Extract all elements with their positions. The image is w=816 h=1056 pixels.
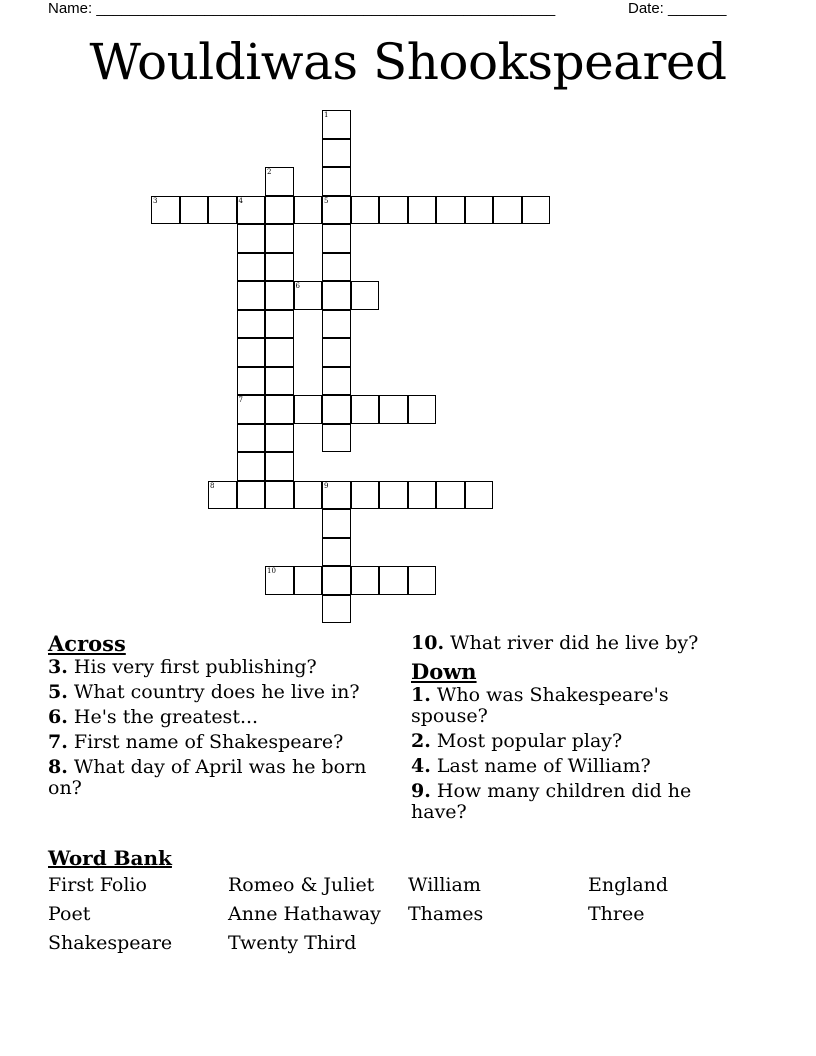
crossword-cell[interactable] [265,395,294,424]
crossword-cell[interactable] [322,481,351,510]
word-bank-item: Poet [48,903,91,925]
crossword-cell[interactable] [237,310,266,339]
crossword-cell[interactable] [379,481,408,510]
crossword-cell[interactable] [351,395,380,424]
crossword-cell[interactable] [237,224,266,253]
word-bank-item: Three [588,903,645,925]
clue-number: 10 [267,567,276,575]
crossword-cell[interactable] [237,395,266,424]
crossword-cell[interactable] [436,481,465,510]
down-clue-2: 2. Most popular play? [411,730,623,752]
crossword-cell[interactable] [208,481,237,510]
name-field-label[interactable]: Name: _______________________________________________________ [48,0,556,17]
crossword-cell[interactable] [379,566,408,595]
clue-number: 4 [238,196,243,205]
across-clue-8: 8. What day of April was he born on? [48,756,367,799]
crossword-cell[interactable] [322,566,351,595]
crossword-cell[interactable] [265,566,294,595]
clue-number: 8 [210,481,215,490]
crossword-cell[interactable] [265,281,294,310]
crossword-cell[interactable] [294,281,323,310]
crossword-cell[interactable] [322,538,351,567]
crossword-cell[interactable] [180,196,209,225]
crossword-cell[interactable] [265,224,294,253]
clue-number: 7 [238,396,243,404]
crossword-cell[interactable] [294,566,323,595]
crossword-cell[interactable] [237,196,266,225]
crossword-cell[interactable] [237,424,266,453]
word-bank-item: William [408,874,481,896]
across-heading: Across [48,631,126,656]
crossword-cell[interactable] [379,196,408,225]
crossword-cell[interactable] [265,253,294,282]
down-clue-4: 4. Last name of William? [411,755,651,777]
crossword-cell[interactable] [351,566,380,595]
crossword-cell[interactable] [294,395,323,424]
crossword-cell[interactable] [322,139,351,168]
crossword-cell[interactable] [265,196,294,225]
crossword-cell[interactable] [237,281,266,310]
word-bank-item: Twenty Third [228,932,357,954]
clue-number: 6 [295,282,300,290]
crossword-cell[interactable] [322,167,351,196]
across-clue-7: 7. First name of Shakespeare? [48,731,344,753]
across-clue-5: 5. What country does he live in? [48,681,360,703]
crossword-cell[interactable] [237,253,266,282]
crossword-cell[interactable] [322,281,351,310]
crossword-cell[interactable] [522,196,551,225]
across-clue-3: 3. His very first publishing? [48,656,317,678]
word-bank-item: Thames [408,903,484,925]
crossword-cell[interactable] [379,395,408,424]
crossword-cell[interactable] [322,110,351,139]
crossword-cell[interactable] [322,196,351,225]
crossword-cell[interactable] [294,196,323,225]
crossword-cell[interactable] [322,595,351,624]
clues-right-column [411,630,741,827]
word-bank-item: First Folio [48,874,147,896]
clues-left-column [48,630,378,803]
crossword-cell[interactable] [351,281,380,310]
crossword-cell[interactable] [436,196,465,225]
across-clue-10: 10. What river did he live by? [411,632,699,654]
crossword-cell[interactable] [265,367,294,396]
down-clue-1: 1. Who was Shakespeare's spouse? [411,684,669,727]
crossword-cell[interactable] [265,452,294,481]
down-clue-9: 9. How many children did he have? [411,780,692,823]
crossword-cell[interactable] [265,338,294,367]
word-bank-item: England [588,874,669,896]
crossword-cell[interactable] [351,481,380,510]
word-bank-item: Anne Hathaway [228,903,381,925]
clue-number: 3 [153,196,158,205]
crossword-cell[interactable] [351,196,380,225]
crossword-cell[interactable] [237,452,266,481]
crossword-cell[interactable] [408,395,437,424]
crossword-cell[interactable] [265,310,294,339]
clue-number: 1 [324,111,329,119]
word-bank-item: Shakespeare [48,932,173,954]
crossword-cell[interactable] [237,481,266,510]
clue-number: 5 [324,196,329,205]
clue-number: 9 [324,481,329,490]
crossword-cell[interactable] [322,424,351,453]
crossword-cell[interactable] [237,338,266,367]
crossword-cell[interactable] [265,424,294,453]
word-bank [48,873,768,955]
crossword-cell[interactable] [465,481,494,510]
crossword-cell[interactable] [208,196,237,225]
crossword-cell[interactable] [322,310,351,339]
crossword-cell[interactable] [237,367,266,396]
crossword-cell[interactable] [322,224,351,253]
crossword-cell[interactable] [294,481,323,510]
crossword-cell[interactable] [408,566,437,595]
crossword-cell[interactable] [322,509,351,538]
date-field-label[interactable]: Date: _______ [628,0,727,17]
crossword-cell[interactable] [151,196,180,225]
crossword-cell[interactable] [408,196,437,225]
word-bank-item: Romeo & Juliet [228,874,375,896]
crossword-cell[interactable] [493,196,522,225]
crossword-cell[interactable] [322,253,351,282]
down-heading: Down [411,659,477,684]
crossword-cell[interactable] [322,395,351,424]
crossword-cell[interactable] [465,196,494,225]
clue-number: 2 [267,168,272,176]
crossword-cell[interactable] [408,481,437,510]
puzzle-title: Wouldiwas Shookspeared [89,33,727,91]
crossword-cell[interactable] [265,481,294,510]
across-clue-6: 6. He's the greatest... [48,706,259,728]
crossword-cell[interactable] [322,367,351,396]
crossword-cell[interactable] [265,167,294,196]
crossword-cell[interactable] [322,338,351,367]
word-bank-heading: Word Bank [48,846,172,870]
